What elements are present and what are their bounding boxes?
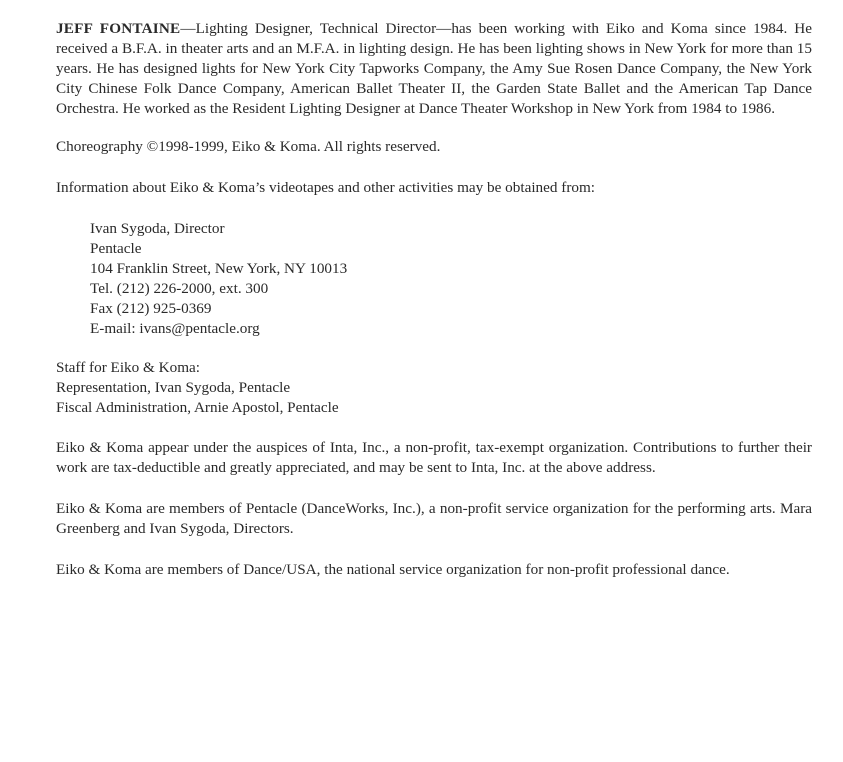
bio-paragraph (56, 19, 812, 119)
inta-paragraph: Eiko & Koma appear under the auspices of Inta, Inc., a non-profit, tax-exempt organization. Contributions to further their work are tax-deductible and greatly appreciated, and may be sent to Inta, Inc. at the above address. (56, 439, 812, 476)
contact-fax: Fax (212) 925-0369 (90, 300, 212, 317)
contact-email: E-mail: ivans@pentacle.org (90, 320, 260, 337)
danceusa-paragraph: Eiko & Koma are members of Dance/USA, the national service organization for non-profit professional dance. (56, 561, 730, 578)
contact-org: Pentacle (90, 240, 142, 257)
document-page (56, 19, 812, 580)
contact-tel: Tel. (212) 226-2000, ext. 300 (90, 280, 269, 297)
staff-representation: Representation, Ivan Sygoda, Pentacle (56, 379, 291, 396)
bio-name: JEFF FONTAINE (56, 20, 181, 37)
info-intro: Information about Eiko & Koma’s videotapes and other activities may be obtained from: (56, 179, 596, 196)
pentacle-paragraph: Eiko & Koma are members of Pentacle (DanceWorks, Inc.), a non-profit service organization for the performing arts. Mara Greenberg and Ivan Sygoda, Directors. (56, 500, 812, 537)
bio-text: —Lighting Designer, Technical Director—has been working with Eiko and Koma since 1984. He received a B.F.A. in theater arts and an M.F.A. in lighting design. He has been lighting shows in New York for more than 15 years. He has designed lights for New York City Tapworks Company, the Amy Sue Rosen Dance Company, the New York City Chinese Folk Dance Company, American Ballet Theater II, the Garden State Ballet and the American Tap Dance Orchestra. He worked as the Resident Lighting Designer at Dance Theater Workshop in New York from 1984 to 1986. (56, 20, 812, 117)
staff-block (56, 358, 812, 418)
contact-name: Ivan Sygoda, Director (90, 220, 225, 237)
contact-address: 104 Franklin Street, New York, NY 10013 (90, 260, 348, 277)
staff-fiscal: Fiscal Administration, Arnie Apostol, Pentacle (56, 399, 339, 416)
staff-heading: Staff for Eiko & Koma: (56, 359, 200, 376)
copyright-line: Choreography ©1998-1999, Eiko & Koma. All rights reserved. (56, 138, 441, 155)
contact-block (56, 219, 812, 339)
